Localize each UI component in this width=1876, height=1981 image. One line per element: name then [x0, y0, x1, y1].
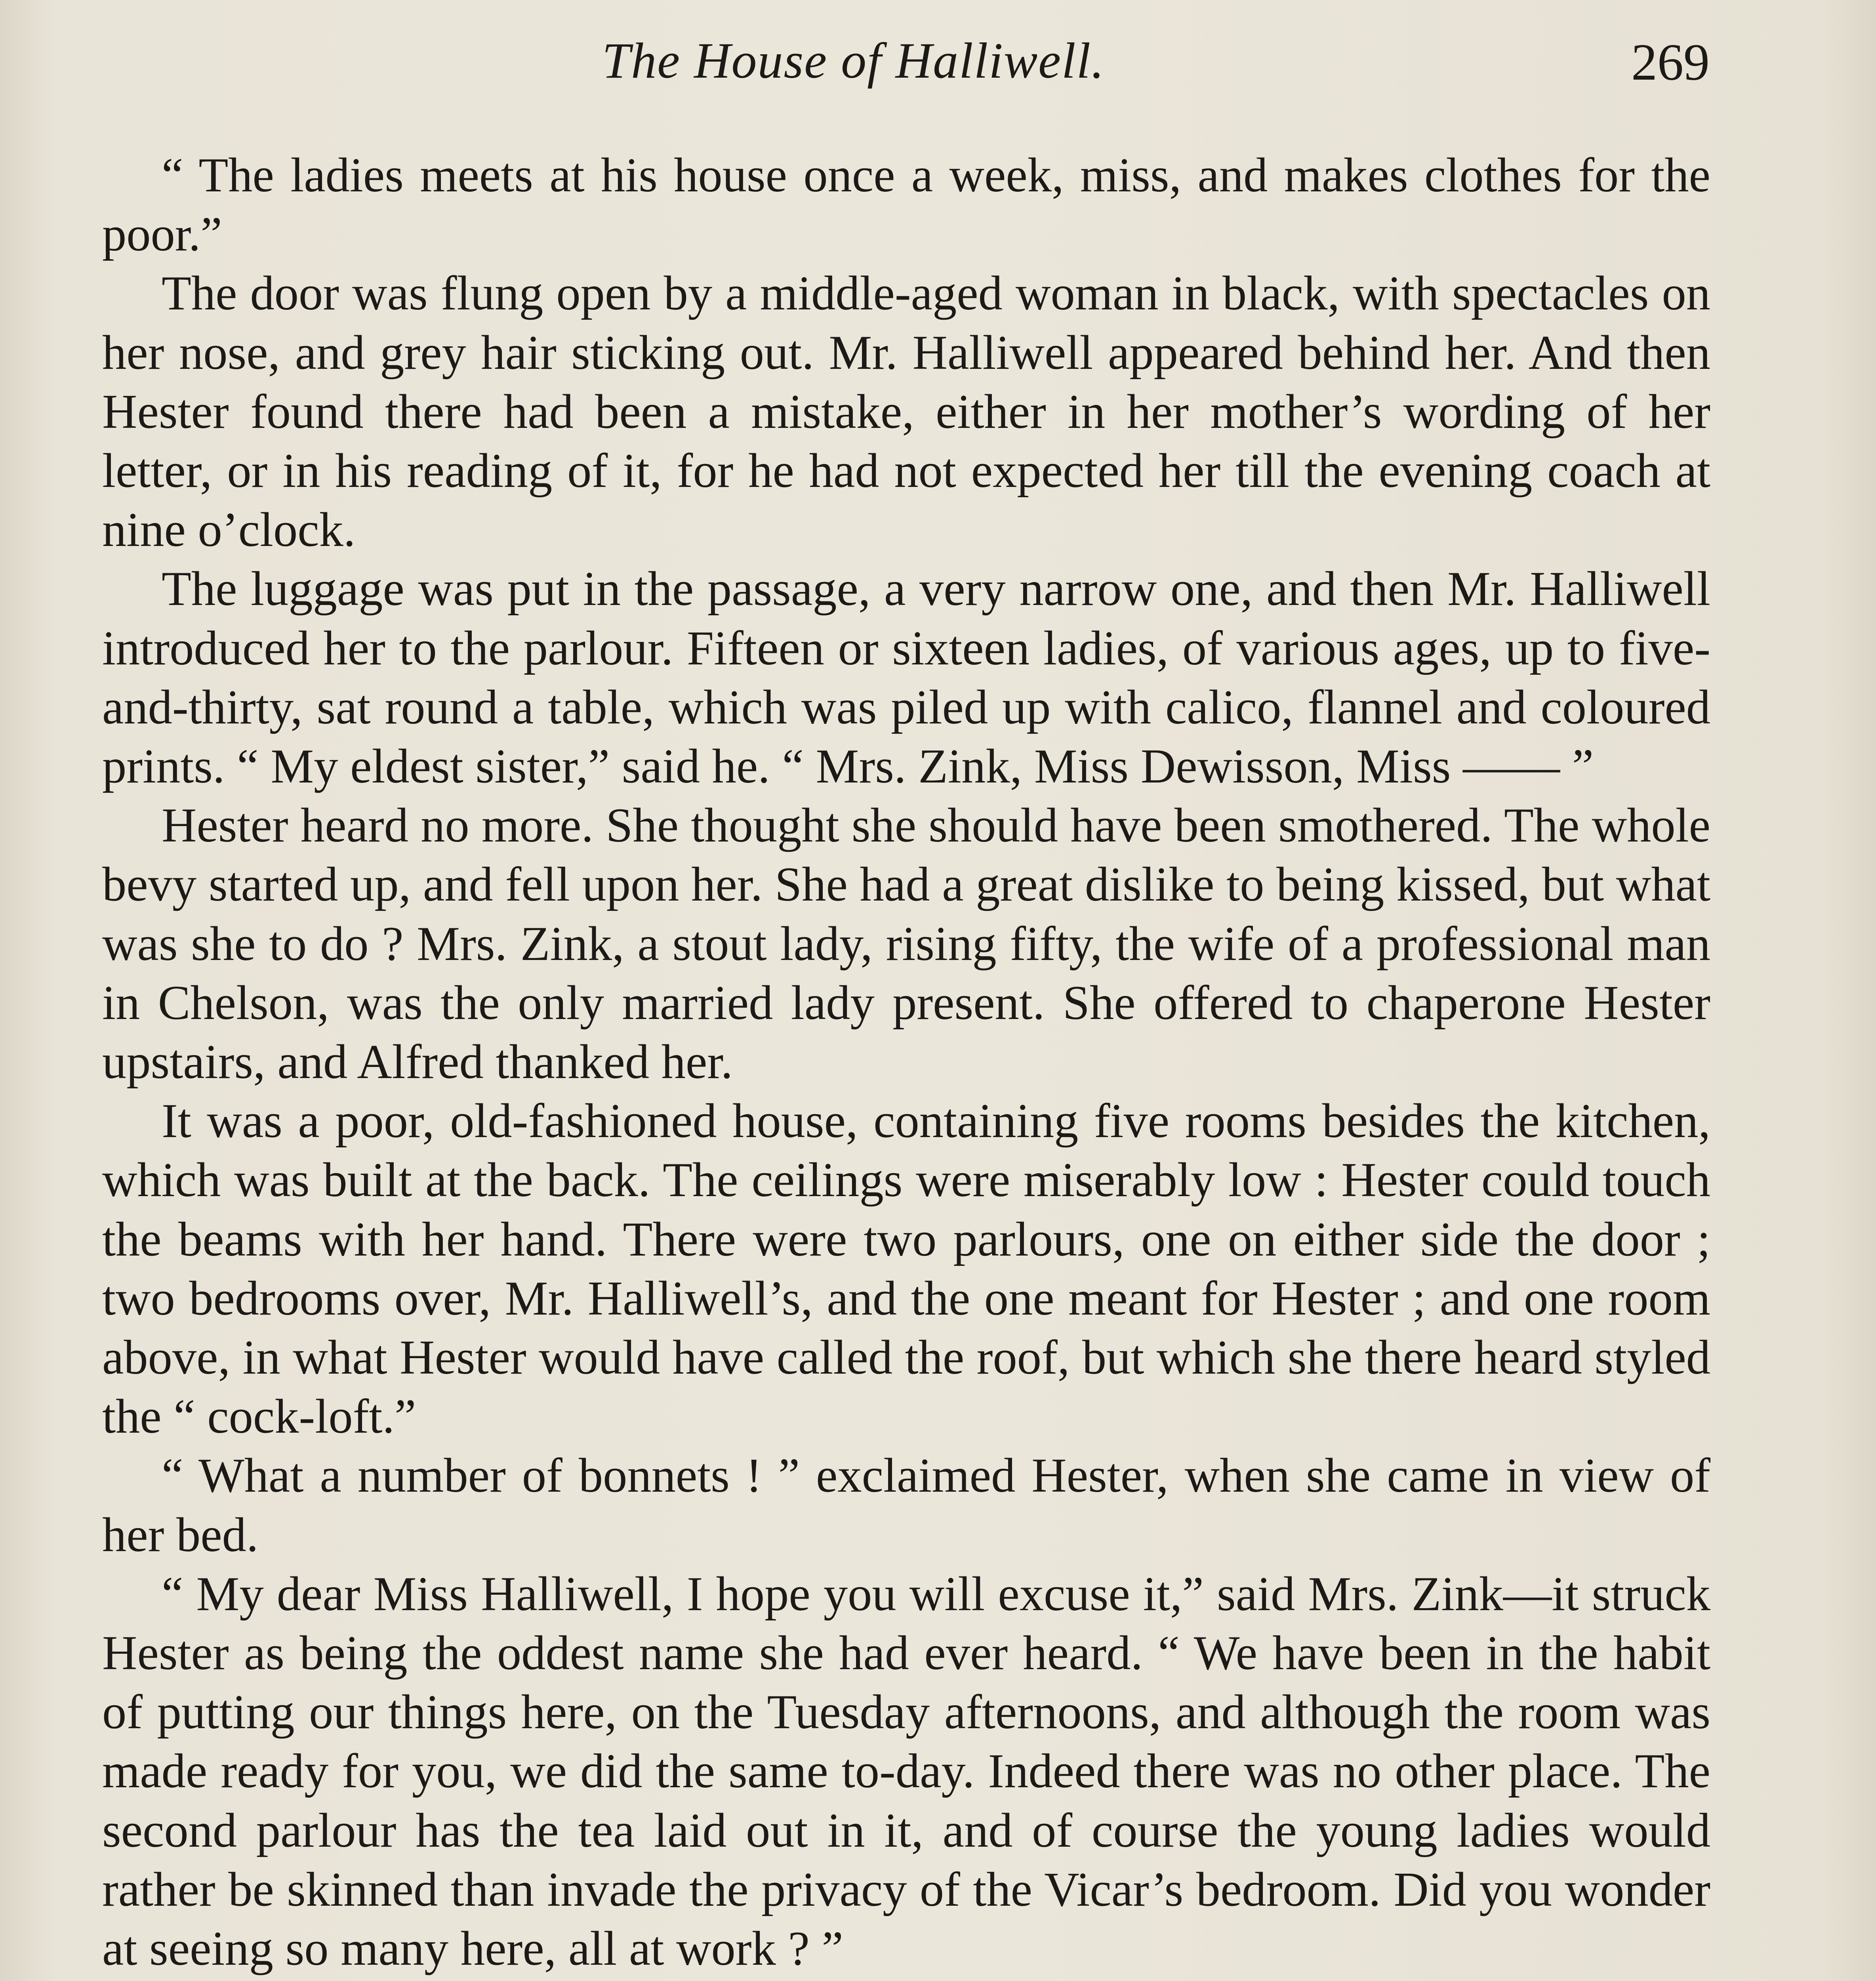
running-title: The House of Halliwell.: [602, 32, 1105, 89]
paragraph: “ The ladies meets at his house once a week, miss, and makes clothes for the poor.”: [102, 149, 1710, 261]
paragraph: The luggage was put in the passage, a very narrow one, and then Mr. Halliwell introduced her to the parlour. Fifteen or sixteen ladies, of various ages, up to five-and-thirty, sat round a table, which was piled up with calico, flannel and coloured prints. “ My eldest sister,” said he. “ Mrs. Zink, Miss Dewisson, Miss —— ”: [102, 562, 1710, 794]
page-header: [0, 28, 1876, 95]
page-number: 269: [1631, 33, 1710, 91]
paragraph: The door was flung open by a middle-aged woman in black, with spectacles on her nose, and grey hair sticking out. Mr. Halliwell appeared behind her. And then Hester found there had been a mistake, either in her mother’s wording of her letter, or in his reading of it, for he had not expected her till the evening coach at nine o’clock.: [102, 267, 1710, 557]
paragraph: It was a poor, old-fashioned house, containing five rooms besides the kitchen, which was built at the back. The ceilings were miserably low : Hester could touch the beams with her hand. There were two parlours, one on either side the door ; two bedrooms over, Mr. Halliwell’s, and the one meant for Hester ; and one room above, in what Hester would have called the roof, but which she there heard styled the “ cock-loft.”: [102, 1094, 1710, 1444]
body-text: [102, 146, 1710, 1981]
paragraph: “ What a number of bonnets ! ” exclaimed Hester, when she came in view of her bed.: [102, 1449, 1710, 1562]
paragraph: Hester heard no more. She thought she should have been smothered. The whole bevy started up, and fell upon her. She had a great dislike to being kissed, but what was she to do ? Mrs. Zink, a stout lady, rising fifty, the wife of a professional man in Chelson, was the only married lady present. She offered to chaperone Hester upstairs, and Alfred thanked her.: [102, 799, 1710, 1089]
paragraph: “ My dear Miss Halliwell, I hope you will excuse it,” said Mrs. Zink—it struck Hester as being the oddest name she had ever heard. “ We have been in the habit of putting our things here, on the Tuesday afternoons, and although the room was made ready for you, we did the same to-day. Indeed there was no other place. The second parlour has the tea laid out in it, and of course the young ladies would rather be skinned than invade the privacy of the Vicar’s bedroom. Did you wonder at seeing so many here, all at work ? ”: [102, 1567, 1710, 1976]
paragraph: [102, 1978, 1710, 1981]
